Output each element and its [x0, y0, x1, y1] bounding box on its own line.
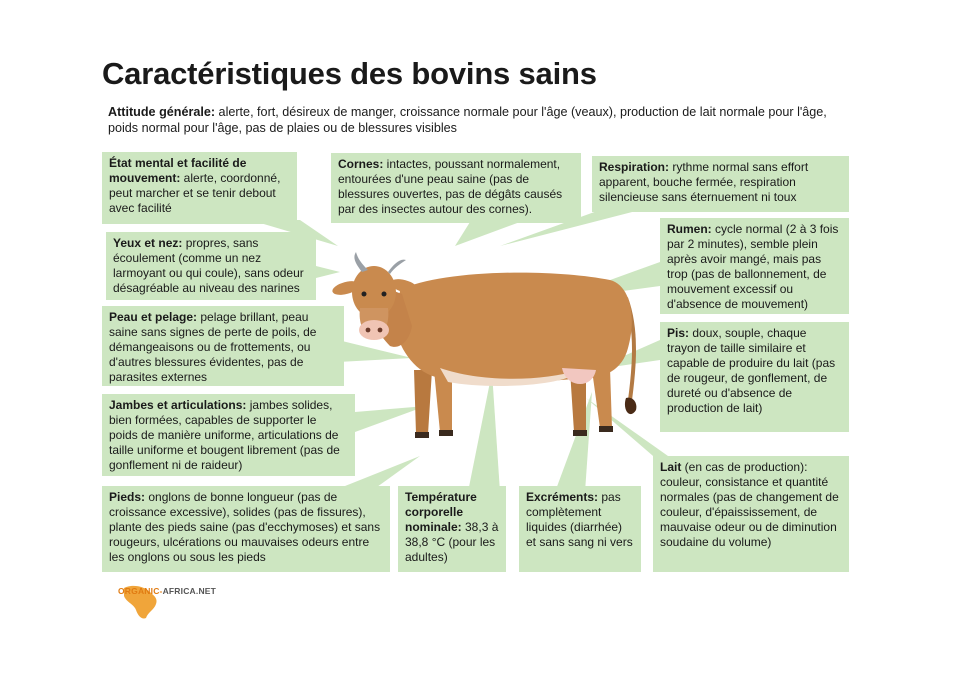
callout-respiration-text: rythme normal sans effort apparent, bouche fermée, respiration silencieuse sans éternuement ni toux: [599, 160, 809, 204]
callout-peau-label: Peau et pelage:: [109, 310, 198, 324]
callout-mental-label: État mental et facilité de mouvement:: [109, 156, 247, 185]
logo-text-part1: ORGANIC-: [118, 586, 163, 596]
callout-pis: [660, 322, 849, 432]
callout-lait-text: (en cas de production): couleur, consistance et quantité normales (pas de changement de couleur, d'épaississement, de mauvaise odeur ou de diminution soudaine du volume): [660, 460, 839, 549]
organic-africa-logo: [118, 586, 216, 596]
callout-mental: [102, 152, 297, 224]
general-attitude-text: alerte, fort, désireux de manger, croissance normale pour l'âge (veaux), production de lait normale pour l'âge, poids normal pour l'âge, pas de plaies ou de blessures visibles: [108, 105, 827, 135]
callout-excrements-text: pas complètement liquides (diarrhée) et sans sang ni vers: [526, 490, 633, 549]
callout-excrements-label: Excréments:: [526, 490, 599, 504]
callout-pis-text: doux, souple, chaque trayon de taille similaire et capable de produire du lait (pas de rougeur, de gonflement, de dureté ou d'absence de production de lait): [667, 326, 836, 415]
callout-jambes-text: jambes solides, bien formées, capables de supporter le poids de manière uniforme, articulations de taille uniforme et bougent librement (pas de gonflement ni de raideur): [109, 398, 340, 472]
callout-temperature-label: Température corporelle nominale:: [405, 490, 477, 534]
callout-yeux-text: propres, sans écoulement (comme un nez larmoyant ou qui coule), sans odeur désagréable au niveau des narines: [113, 236, 304, 295]
callout-excrements: [519, 486, 641, 572]
callout-cornes: [331, 153, 581, 223]
callout-temperature-text: 38,3 à 38,8 °C (pour les adultes): [405, 520, 499, 564]
callout-rumen-label: Rumen:: [667, 222, 712, 236]
logo-text-part2: AFRICA.NET: [162, 586, 217, 596]
callout-pieds-text: onglons de bonne longueur (pas de croissance excessive), solides (pas de fissures), plante des pieds saine (pas d'ecchymoses) et sans rougeurs, ulcérations ou mauvaises odeurs entre les onglons ou sous les pieds: [109, 490, 381, 564]
callout-lait-label: Lait: [660, 460, 682, 474]
callout-yeux-label: Yeux et nez:: [113, 236, 183, 250]
callout-pieds-label: Pieds:: [109, 490, 146, 504]
page-title: Caractéristiques des bovins sains: [102, 56, 597, 91]
callout-peau: [102, 306, 344, 386]
callout-cornes-text: intactes, poussant normalement, entourées d'une peau saine (pas de blessures ouvertes, pas de dégâts causés par des insectes autour des cornes).: [338, 157, 563, 216]
general-attitude-label: Attitude générale:: [108, 105, 216, 119]
callout-rumen-text: cycle normal (2 à 3 fois par 2 minutes), semble plein après avoir mangé, mais pas trop (pas de ballonnement, de mouvement excessif ou d'absence de mouvement): [667, 222, 839, 311]
callout-temperature: [398, 486, 506, 572]
callout-peau-text: pelage brillant, peau saine sans signes de perte de poils, de démangeaisons ou de frottements, ou d'autres blessures évidentes, pas de parasites externes: [109, 310, 317, 384]
callout-pieds: [102, 486, 390, 572]
cow-illustration: [330, 250, 650, 450]
callout-respiration-label: Respiration:: [599, 160, 670, 174]
callout-jambes-label: Jambes et articulations:: [109, 398, 247, 412]
callout-cornes-label: Cornes:: [338, 157, 384, 171]
callout-rumen: [660, 218, 849, 314]
callout-respiration: [592, 156, 849, 212]
callout-lait: [653, 456, 849, 572]
callout-jambes: [102, 394, 355, 476]
callout-pis-label: Pis:: [667, 326, 690, 340]
callout-mental-text: alerte, coordonné, peut marcher et se tenir debout avec facilité: [109, 171, 281, 215]
callout-yeux: [106, 232, 316, 300]
